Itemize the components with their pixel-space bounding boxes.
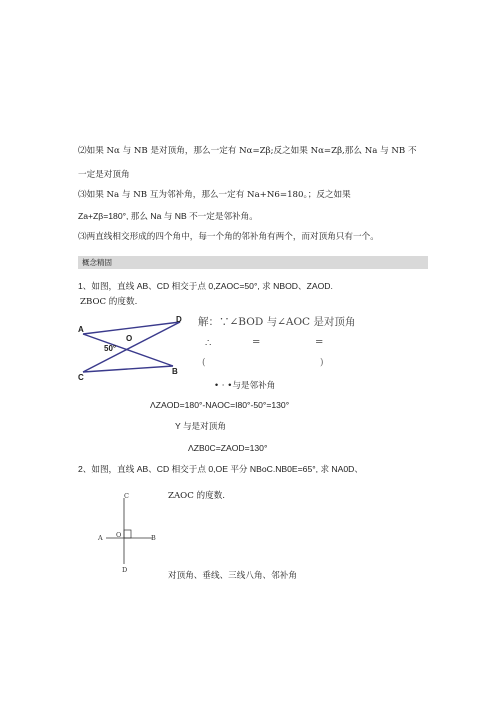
solution-paren-open: ( (202, 358, 206, 368)
fig2-label-b: B (151, 534, 156, 542)
problem1-line1: 1、如图，直线 AB、CD 相交于点 0,ZAOC=50°, 求 NBOD、ZAOD. (78, 281, 333, 291)
text-line-4: Za+Zβ=180°, 那么 Na 与 NB 不一定是邻补角。 (78, 211, 258, 221)
fig2-label-o: O (116, 531, 122, 539)
fig2-label-d: D (122, 566, 128, 574)
solution-row4: • · •与是邻补角 (214, 381, 276, 391)
fig1-angle-label: 50° (104, 344, 117, 353)
fig1-label-d: D (176, 315, 182, 324)
solution-row7: ΛZB0C=ZAOD=130° (188, 443, 268, 453)
solution-therefore: ∴ (205, 338, 212, 349)
solution-eq1: = (252, 337, 261, 348)
text-line-1: ⑵如果 Nα 与 NB 是对顶角，那么一定有 Nα=Zβ;反之如果 Nα=Zβ,那么 Na 与 NB 不 (78, 146, 417, 156)
line-cd (83, 322, 180, 372)
text-line-3: ⑶如果 Na 与 NB 互为邻补角，那么一定有 Na+N6=180。；反之如果 (78, 190, 351, 200)
line-cb (83, 366, 173, 372)
solution-paren-close: ) (320, 358, 324, 368)
text-line-2: 一定是对顶角 (78, 170, 130, 180)
fig1-label-b: B (172, 367, 178, 376)
text-line-5: ⑶两直线相交形成的四个角中，每一个角的邻补角有两个，而对顶角只有一个。 (78, 232, 379, 242)
line-ad (83, 322, 180, 334)
problem2-line2: ZAOC 的度数. (168, 491, 226, 501)
fig2-label-c: C (124, 492, 129, 500)
solution-row6: Y 与是对顶角 (175, 421, 226, 431)
section-band (78, 256, 428, 269)
fig1-label-a: A (78, 325, 84, 334)
fig1-label-c: C (78, 373, 84, 382)
problem1-line2: ZBOC 的度数. (80, 297, 138, 307)
problem2-line1: 2、如图，直线 AB、CD 相交于点 0,OE 平分 NBoC.NB0E=65°, 求 NA0D、 (78, 464, 363, 474)
problem1-figure (78, 314, 188, 380)
solution-eq2: = (315, 337, 324, 348)
problem2-figure (94, 490, 164, 574)
solution-row5: ΛZAOD=180°-NAOC=I80°-50°=130° (150, 400, 290, 410)
section-band-label: 概念精固 (82, 258, 112, 267)
right-angle-mark (124, 530, 131, 538)
solution-row1: 解：∵∠BOD 与∠AOC 是对顶角 (198, 316, 356, 328)
fig2-label-a: A (98, 534, 103, 542)
problem2-footer: 对顶角、垂线、三线八角、邻补角 (168, 571, 297, 581)
fig1-label-o: O (126, 334, 133, 343)
